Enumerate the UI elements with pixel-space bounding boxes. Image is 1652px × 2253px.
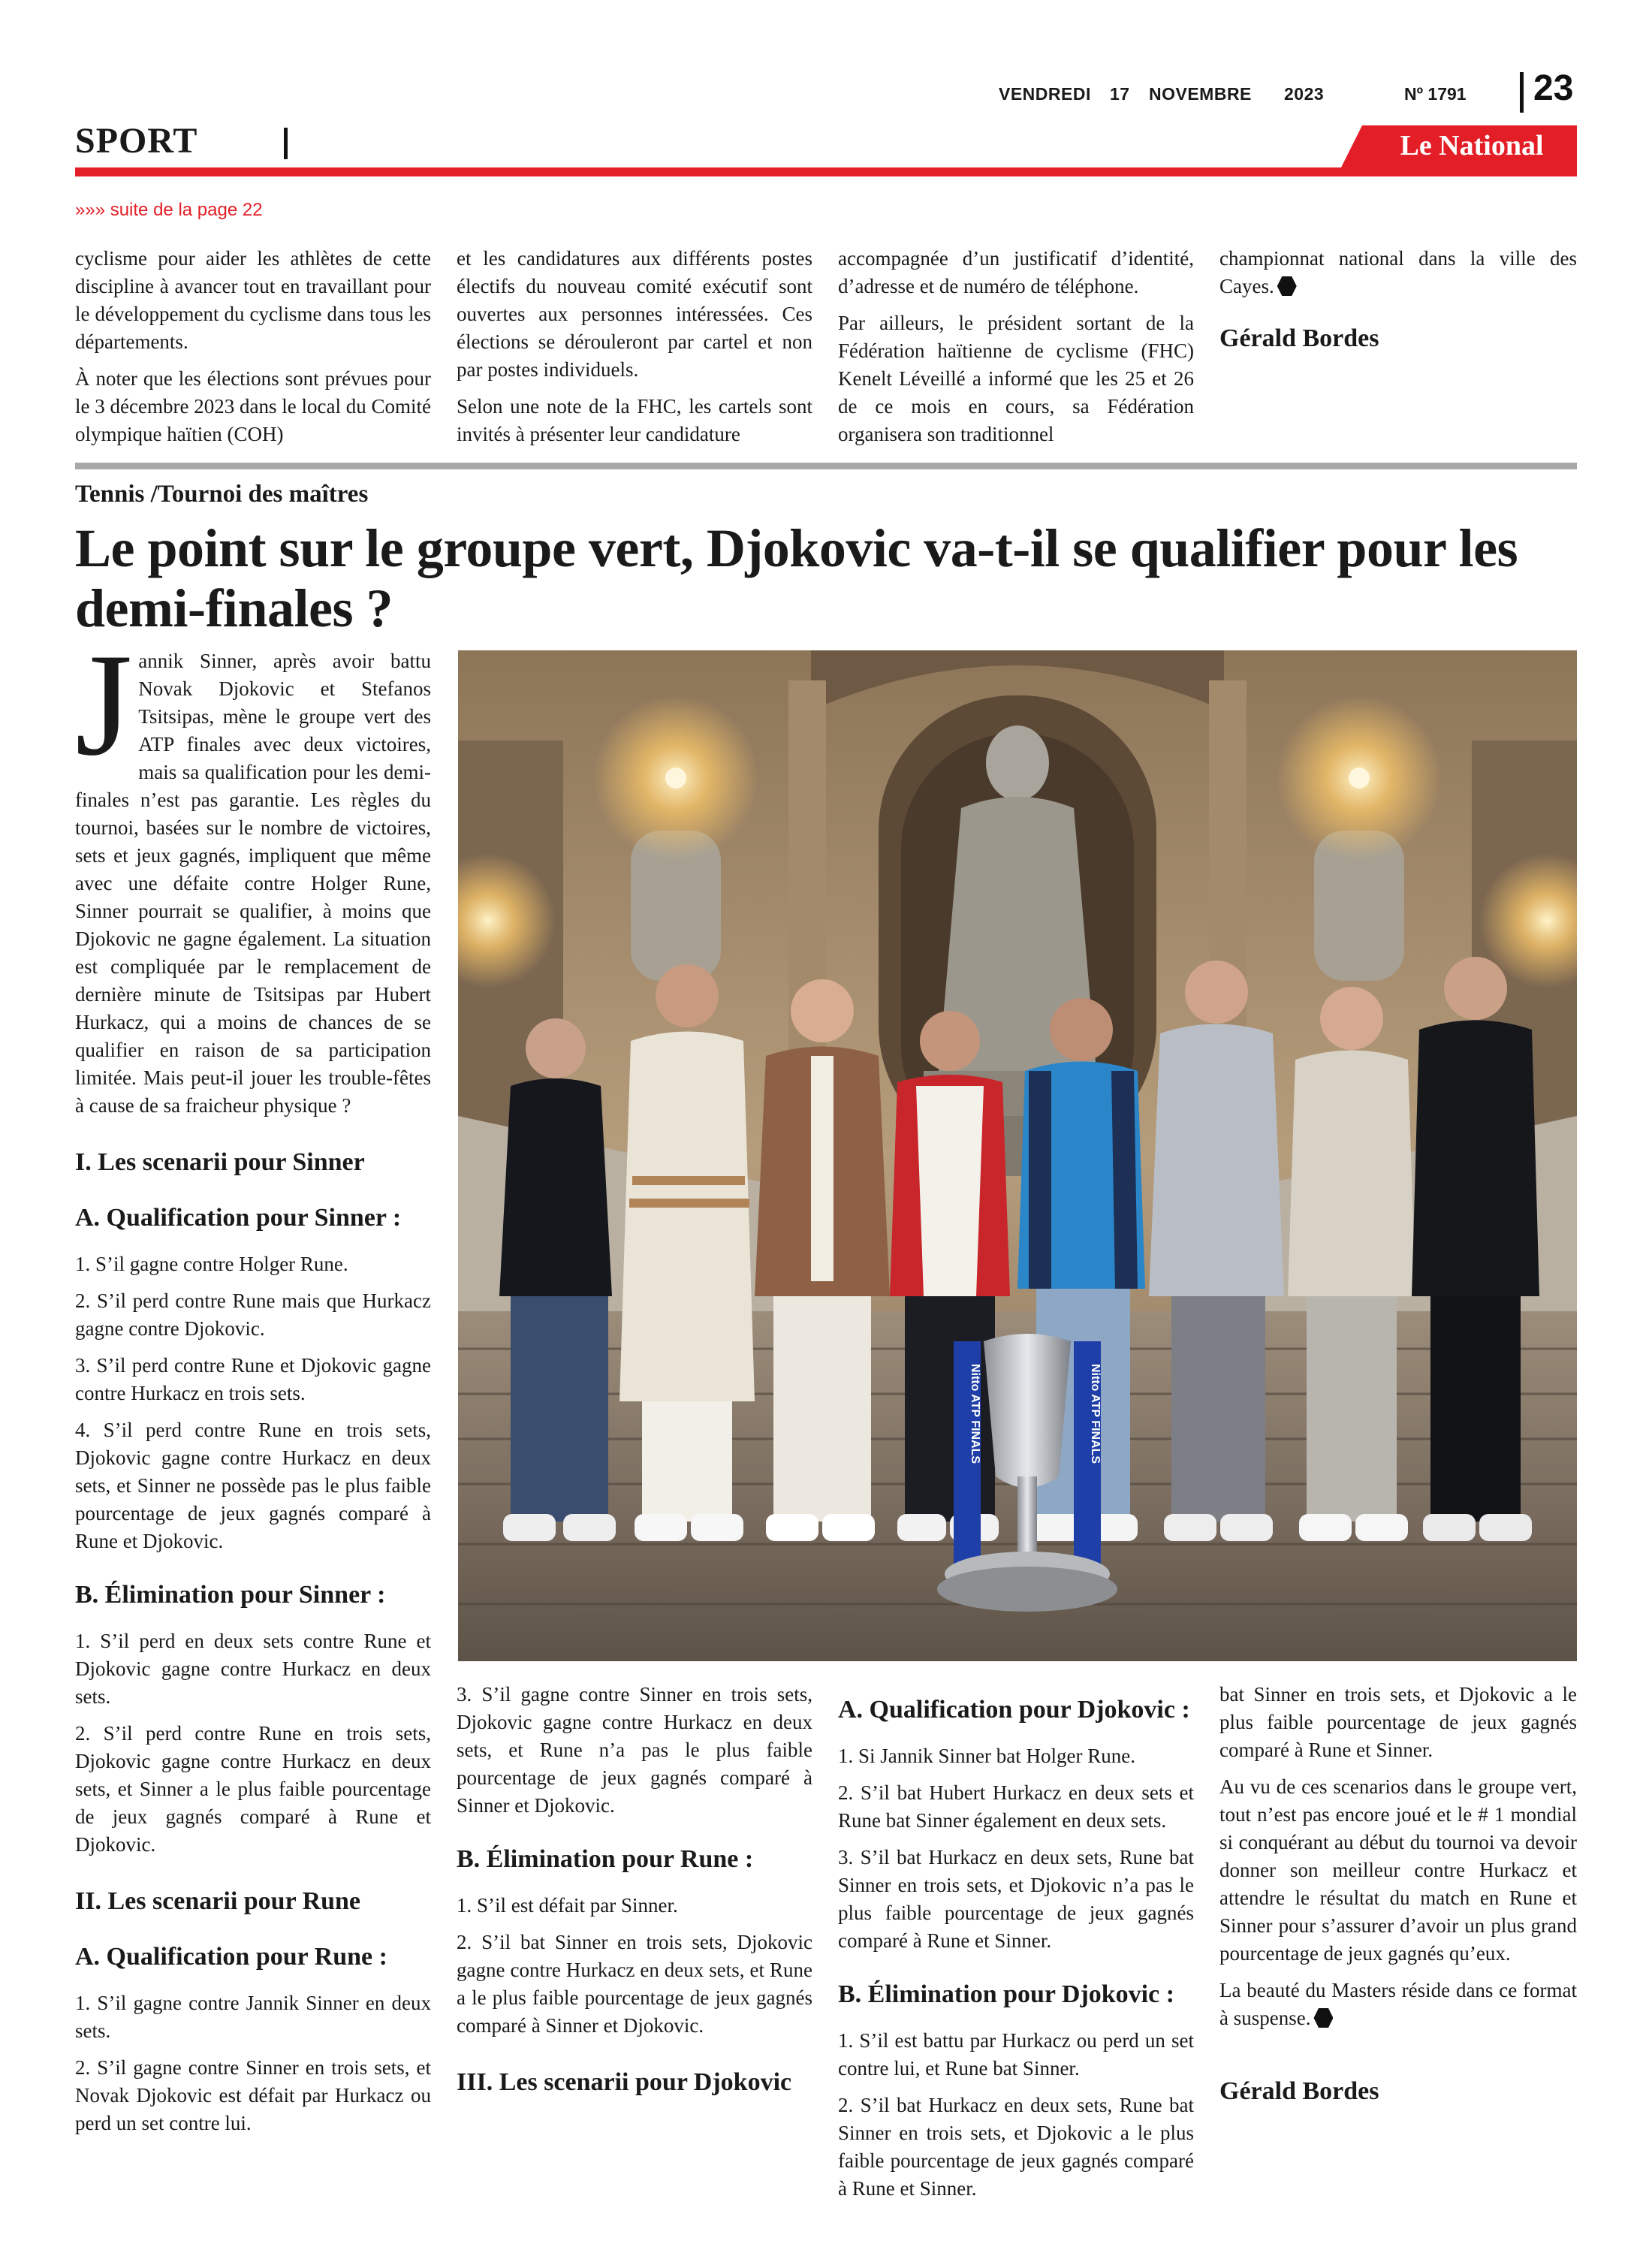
section-heading-sinner: I. Les scenarii pour Sinner — [75, 1148, 365, 1176]
lead-paragraph — [75, 623, 431, 1120]
list-item: 1. S’il est battu par Hurkacz ou perd un set contre lui, et Rune bat Sinner. — [838, 2029, 1194, 2080]
list-item: 1. Si Jannik Sinner bat Holger Rune. — [838, 1745, 1135, 1767]
paragraph — [1219, 1977, 1577, 2032]
paragraph: Selon une note de la FHC, les cartels sont invités à présenter leur candidature — [457, 395, 812, 445]
section-label: SPORT — [75, 121, 198, 161]
list-item: 2. S’il perd contre Rune en trois sets, Djokovic gagne contre Hurkacz en deux sets, et Sinner a le plus faible pourcentage de jeux gagnés comparé à Rune et Djokovic. — [75, 1722, 431, 1856]
list-item: 3. S’il bat Hurkacz en deux sets, Rune bat Sinner en trois sets, et Djokovic n’a pas le plus faible pourcentage de jeux gagnés comparé à Rune et Sinner. — [838, 1846, 1194, 1952]
subheading-djokovic-qualification: A. Qualification pour Djokovic : — [838, 1696, 1190, 1724]
header-rule — [75, 167, 1577, 176]
end-of-article-icon — [1313, 2008, 1333, 2028]
paragraph: et les candidatures aux différents postes électifs du nouveau comité exécutif sont ouvertes aux personnes intéressées. Ces élections se dérouleront par cartel et non par postes individuels. — [457, 247, 812, 381]
trophy-banner-left: Nitto ATP FINALS — [969, 1364, 981, 1464]
subheading-rune-elimination: B. Élimination pour Rune : — [457, 1845, 754, 1873]
trophy-banner-right: Nitto ATP FINALS — [1089, 1364, 1102, 1464]
section-heading-djokovic: III. Les scenarii pour Djokovic — [457, 2068, 792, 2096]
article-column-2 — [457, 1681, 812, 2118]
list-item: 1. S’il gagne contre Jannik Sinner en deux sets. — [75, 1992, 431, 2042]
end-of-article-icon — [1277, 276, 1297, 296]
article-column-3 — [838, 1690, 1194, 2212]
date-day: 17 — [1110, 84, 1130, 104]
list-item: 2. S’il perd contre Rune mais que Hurkacz gagne contre Djokovic. — [75, 1289, 431, 1340]
list-item: 2. S’il gagne contre Sinner en trois sets, et Novak Djokovic est défait par Hurkacz ou perd un set contre lui. — [75, 2056, 431, 2134]
list-item: 2. S’il bat Hurkacz en deux sets, Rune bat Sinner en trois sets, et Djokovic a le plus faible pourcentage de jeux gagnés comparé à Rune et Sinner. — [838, 2094, 1194, 2200]
paragraph: Au vu de ces scenarios dans le groupe vert, tout n’est pas encore joué et le # 1 mondial si conquérant au début du tournoi va devoir donner son meilleur contre Hurkacz et attendre le résultat du match en Rune et Sinner pour s’assurer d’avoir un plus grand pourcentage de jeux gagnés qu’eux. — [1219, 1775, 1577, 1965]
paragraph: À noter que les élections sont prévues pour le 3 décembre 2023 dans le local du Comité olympique haïtien (COH) — [75, 367, 431, 445]
byline: Gérald Bordes — [1219, 2077, 1379, 2105]
drop-cap: J — [75, 623, 133, 786]
paragraph: Par ailleurs, le président sortant de la Fédération haïtienne de cyclisme (FHC) Kenelt Léveillé a informé que les 25 et 26 de ce mois en cours, sa Fédération organisera son traditionnel — [838, 312, 1194, 445]
page-number: 23 — [1533, 68, 1574, 108]
subheading-djokovic-elimination: B. Élimination pour Djokovic : — [838, 1980, 1175, 2008]
date-year: 2023 — [1284, 84, 1325, 104]
list-item: 4. S’il perd contre Rune en trois sets, Djokovic gagne contre Hurkacz en deux sets, et Sinner ne possède pas le plus faible pourcentage de jeux gagnés comparé à Rune et Djokovic. — [75, 1419, 431, 1552]
section-divider — [284, 128, 288, 159]
page-number-divider — [1520, 72, 1524, 113]
list-item: 2. S’il bat Hubert Hurkacz en deux sets et Rune bat Sinner également en deux sets. — [838, 1781, 1194, 1832]
prev-article-column-1 — [75, 245, 431, 457]
article-kicker: Tennis /Tournoi des maîtres — [75, 481, 369, 508]
lead-text: annik Sinner, après avoir battu Novak Djokovic et Stefanos Tsitsipas, mène le groupe vert des ATP finales avec deux victoires, mais sa qualification pour les demi-finales n’est pas garantie. Les règles du tournoi, basées sur le nombre de victoires, sets et jeux gagnés, impliquent que même avec une défaite contre Holger Rune, Sinner pourrait se qualifier, à moins que Djokovic ne gagne également. La situation est compliquée par le remplacement de dernière minute de Tsitsipas par Hubert Hurkacz, qui a moins de chances de se qualifier en raison de sa participation limitée. Mais peut-il jouer les trouble-fêtes à cause de sa fraicheur physique ? — [75, 650, 431, 1117]
subheading-sinner-elimination: B. Élimination pour Sinner : — [75, 1581, 386, 1609]
issue-number: Nº 1791 — [1404, 84, 1467, 104]
prev-article-column-4 — [1219, 245, 1577, 354]
paragraph-text: championnat national dans la ville des Cayes. — [1219, 247, 1577, 297]
date-month: NOVEMBRE — [1149, 84, 1252, 104]
prev-article-column-2 — [457, 245, 812, 457]
subheading-rune-qualification: A. Qualification pour Rune : — [75, 1943, 387, 1971]
article-column-4 — [1219, 1681, 1577, 2107]
list-item: 2. S’il bat Sinner en trois sets, Djokovic gagne contre Hurkacz en deux sets, et Rune a le plus faible pourcentage de jeux gagnés comparé à Sinner et Djokovic. — [457, 1931, 812, 2037]
article-column-1 — [75, 623, 431, 2146]
article-separator — [75, 463, 1577, 469]
section-heading-rune: II. Les scenarii pour Rune — [75, 1887, 361, 1915]
subheading-sinner-qualification: A. Qualification pour Sinner : — [75, 1204, 402, 1232]
players-group-photo — [458, 650, 1577, 1661]
paragraph: accompagnée d’un justificatif d’identité, d’adresse et de numéro de téléphone. — [838, 247, 1194, 297]
paragraph: cyclisme pour aider les athlètes de cette discipline à avancer tout en travaillant pour le développement du cyclisme dans tous les départements. — [75, 247, 431, 353]
byline: Gérald Bordes — [1219, 324, 1379, 352]
list-item: 3. S’il perd contre Rune et Djokovic gagne contre Hurkacz en trois sets. — [75, 1354, 431, 1404]
list-item: 1. S’il perd en deux sets contre Rune et Djokovic gagne contre Hurkacz en deux sets. — [75, 1630, 431, 1708]
paragraph-text: La beauté du Masters réside dans ce format à suspense. — [1219, 1979, 1577, 2029]
prev-article-column-3 — [838, 245, 1194, 457]
brand-name: Le National — [1400, 130, 1544, 161]
continued-from-note: »»» suite de la page 22 — [75, 200, 263, 220]
list-item: 3. S’il gagne contre Sinner en trois sets, Djokovic gagne contre Hurkacz en deux sets, et Rune n’a pas le plus faible pourcentage de jeux gagnés comparé à Sinner et Djokovic. — [457, 1683, 812, 1817]
continuation-text: bat Sinner en trois sets, et Djokovic a le plus faible pourcentage de jeux gagnés comparé à Rune et Sinner. — [1219, 1683, 1577, 1761]
paragraph — [1219, 245, 1577, 300]
article-headline: Le point sur le groupe vert, Djokovic va-t-il se qualifier pour les demi-finales ? — [75, 518, 1518, 638]
list-item: 1. S’il gagne contre Holger Rune. — [75, 1253, 348, 1275]
article-photo — [458, 650, 1577, 1661]
list-item: 1. S’il est défait par Sinner. — [457, 1894, 678, 1917]
date-weekday: VENDREDI — [999, 84, 1091, 104]
